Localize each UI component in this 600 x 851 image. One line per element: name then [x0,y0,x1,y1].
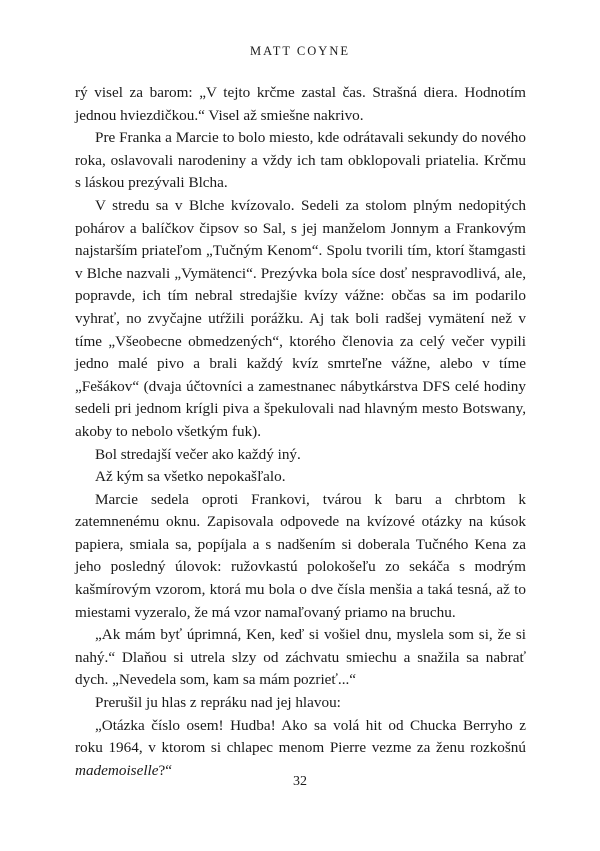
paragraph: Marcie sedela oproti Frankovi, tvárou k baru a chrbtom k zatemnenému oknu. Zapisovala odpovede na kvízové otázky na kúsok papiera, smiala sa, popíjala a s nadšením si doberala Tučného Kena za jeho posledný úlovok: ružovkastú polokošeľu zo sekáča s modrým kašmírovým vzorom, ktorá mu bola o dve čísla menšia a taká tesná, až to miestami vyzeralo, že má vzor namaľovaný priamo na bruchu. [75,490,526,621]
paragraph: V stredu sa v Blche kvízovalo. Sedeli za stolom plným nedopitých pohárov a balíčkov čipsov so Sal, s jej manželom Jonnym a Frankovým najstarším priateľom „Tučným Kenom“. Spolu tvorili tím, ktorí štamgasti v Blche nazvali „Vymätenci“. Prezývka bola síce dosť nespravodlivá, ale, popravde, ich tím nebral stredajšie kvízy vážne: občas sa im podarilo vyhrať, no zvyčajne utŕžili porážku. Aj tak boli radšej vymätení než v tíme „Všeobecne obmedzených“, ktorého členovia za celý večer vypili jedno malé pivo a brali každý kvíz smrteľne vážne, alebo v tíme „Fešákov“ (dvaja účtovníci a zamestnanec nábytkárstva DFS celé hodiny sedeli pri jednom krígli piva a špekulovali nad hlavným mesto Botswany, akoby to nebolo všetkým fuk). [75,196,526,440]
running-head: MATT COYNE [250,44,350,58]
body-text [75,82,526,782]
paragraph: Bol stredajší večer ako každý iný. [95,445,301,463]
paragraph: Prerušil ju hlas z repráku nad jej hlavou: [95,694,341,712]
paragraph: Až kým sa všetko nepokašľalo. [95,468,286,486]
question-end: ?“ [158,761,172,779]
page-number: 32 [293,774,307,789]
quiz-question-paragraph [75,715,526,783]
italic-word: mademoiselle [75,761,159,779]
question-text: „Otázka číslo osem! Hudba! Ako sa volá hit od Chucka Berryho z roku 1964, v ktorom si chlapec menom Pierre vezme za ženu rozkošnú [75,716,526,757]
paragraph: „Ak mám byť úprimná, Ken, keď si vošiel dnu, myslela som si, že si nahý.“ Dlaňou si utrela slzy od záchvatu smiechu a snažila sa nabrať dych. „Nevedela som, kam sa mám pozrieť...“ [75,626,526,689]
paragraph: Pre Franka a Marcie to bolo miesto, kde odrátavali sekundy do nového roka, oslavovali narodeniny a vždy ich tam obklopovali priatelia. Krčmu s láskou prezývali Blcha. [75,129,526,192]
paragraph: rý visel za barom: „V tejto krčme zastal čas. Strašná diera. Hodnotím jednou hviezdičkou.“ Visel až smiešne nakrivo. [75,84,526,124]
